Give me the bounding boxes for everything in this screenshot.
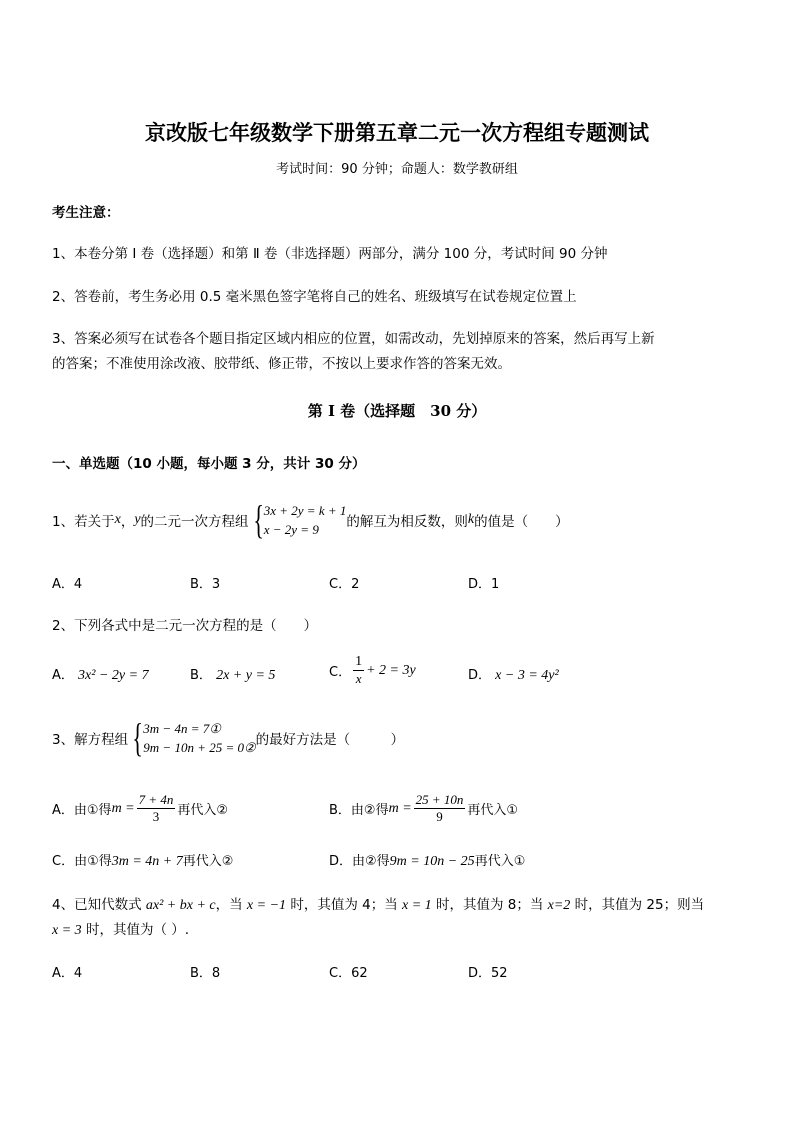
q1-text-mid: 的二元一次方程组 (140, 514, 249, 530)
q1-var-y: y (134, 512, 141, 527)
q1-eq1: 3x + 2y = k + 1 (263, 503, 347, 518)
q2-option-b-expr: 2x + y = 5 (216, 668, 276, 683)
q4-expr: ax² + bx + c (145, 898, 216, 913)
notice-item-3: 3、答案必须写在试卷各个题目指定区域内相应的位置，如需改动，先划掉原来的答案，然后再写上新 (52, 331, 655, 347)
q2-option-d-expr: x − 3 = 4y² (495, 668, 559, 683)
question-2: 2、下列各式中是二元一次方程的是（ ） (52, 618, 318, 634)
q3-option-b-lhs: m = (388, 800, 412, 816)
q3-option-b-fraction (414, 792, 466, 825)
q2-option-c-numerator: 1 (355, 654, 363, 669)
q3-eq1: 3m − 4n = 7① (143, 721, 221, 736)
q3-eq2: 9m − 10n + 25 = 0② (143, 740, 256, 755)
q2-option-c-label: C． (329, 665, 352, 680)
q1-option-a[interactable]: A．4 (52, 577, 83, 592)
q1-text-pre: 1、若关于 (52, 514, 115, 530)
notice-item-3-cont: 的答案；不准使用涂改液、胶带纸、修正带，不按以上要求作答的答案无效。 (52, 356, 511, 372)
q2-option-d[interactable] (468, 664, 559, 684)
q2-option-c-expr: + 2 = 3y (366, 662, 416, 678)
q1-var-x: x (114, 512, 121, 527)
q1-equation-system: { 3x + 2y = k + 1 x − 2y = 9 (252, 497, 347, 542)
q4-text-pre: 4、已知代数式 (52, 897, 146, 913)
q1-var-k: k (467, 512, 475, 527)
q2-option-b[interactable] (190, 664, 275, 684)
q3-option-a-post: 再代入② (177, 803, 229, 818)
question-1 (52, 497, 569, 542)
section-title: 第 Ⅰ 卷（选择题 30 分） (307, 402, 487, 420)
q4-x4: x = 3 (52, 923, 82, 938)
q4-option-c[interactable]: C．62 (329, 966, 368, 981)
part-title: 一、单选题（10 小题，每小题 3 分，共计 30 分） (52, 456, 366, 472)
question-3 (52, 715, 405, 760)
question-4-cont (52, 918, 189, 939)
exam-info: 考试时间：90 分钟；命题人：数学教研组 (276, 162, 518, 177)
q1-comma: ， (120, 514, 135, 530)
q2-option-a-expr: 3x² − 2y = 7 (78, 668, 149, 683)
q4-x3: x=2 (547, 898, 571, 913)
q2-option-a-label: A． (52, 668, 74, 683)
q3-option-b-denominator: 9 (436, 809, 443, 824)
q3-option-a-numerator: 7 + 4n (138, 792, 174, 807)
notice-item-2: 2、答卷前，考生务必用 0.5 毫米黑色签字笔将自己的姓名、班级填写在试卷规定位置上 (52, 289, 577, 305)
q3-text-post: 的最好方法是（ ） (255, 732, 405, 748)
q3-text-pre: 3、解方程组 (52, 732, 129, 748)
q4-text-s5: 时，其值为（ ）. (81, 922, 190, 938)
q2-option-c-denominator: x (355, 671, 362, 686)
notice-heading: 考生注意： (52, 205, 120, 221)
q3-option-c-expr: 3m = 4n + 7 (111, 854, 183, 869)
q2-option-d-label: D． (468, 668, 492, 683)
q4-text-s4: 时，其值为 25；则当 (570, 897, 705, 913)
q4-option-a[interactable]: A．4 (52, 966, 83, 981)
q3-option-b-numerator: 25 + 10n (415, 792, 464, 807)
q3-option-a-fraction (137, 792, 176, 825)
question-4 (52, 893, 704, 914)
q2-option-a[interactable] (52, 664, 149, 684)
q3-option-b-pre: B．由②得 (329, 803, 389, 818)
q4-option-b[interactable]: B．8 (190, 966, 221, 981)
q4-text-s2: 时，其值为 4；当 (286, 897, 402, 913)
q4-x1: x = −1 (246, 898, 287, 913)
q1-text-end: 的值是（ ） (474, 514, 569, 530)
q3-option-a-pre: A．由①得 (52, 803, 112, 818)
q3-option-d-pre: D．由②得 (329, 854, 390, 869)
q3-equation-system: { 3m − 4n = 7① 9m − 10n + 25 = 0② (132, 715, 256, 760)
page-title: 京改版七年级数学下册第五章二元一次方程组专题测试 (145, 120, 649, 145)
q1-option-c[interactable]: C．2 (329, 577, 360, 592)
q3-option-b-post: 再代入① (467, 803, 519, 818)
notice-item-1: 1、本卷分第 Ⅰ 卷（选择题）和第 Ⅱ 卷（非选择题）两部分，满分 100 分，考试时间 90 分钟 (52, 246, 608, 262)
q2-option-b-label: B． (190, 668, 212, 683)
q4-x2: x = 1 (402, 898, 432, 913)
q4-text-s3: 时，其值为 8；当 (431, 897, 548, 913)
q4-option-d[interactable]: D．52 (468, 966, 508, 981)
q3-option-c-pre: C．由①得 (52, 854, 112, 869)
q1-eq2: x − 2y = 9 (263, 522, 319, 537)
q3-option-d-expr: 9m = 10n − 25 (389, 854, 475, 869)
q3-option-c[interactable] (52, 850, 233, 870)
q2-option-c-fraction (353, 654, 364, 687)
q3-option-d-post: 再代入① (474, 854, 526, 869)
q3-option-c-post: 再代入② (182, 854, 234, 869)
q2-option-c[interactable] (329, 654, 416, 687)
q3-option-d[interactable] (329, 850, 525, 870)
q1-option-d[interactable]: D．1 (468, 577, 500, 592)
q3-option-a-denominator: 3 (152, 809, 160, 824)
q4-text-s1: ，当 (215, 897, 247, 913)
q1-text-post: 的解互为相反数，则 (346, 514, 468, 530)
q1-option-b[interactable]: B．3 (190, 577, 221, 592)
q3-option-a-lhs: m = (111, 800, 135, 816)
q3-option-a[interactable] (52, 792, 228, 825)
q3-option-b[interactable] (329, 792, 518, 825)
